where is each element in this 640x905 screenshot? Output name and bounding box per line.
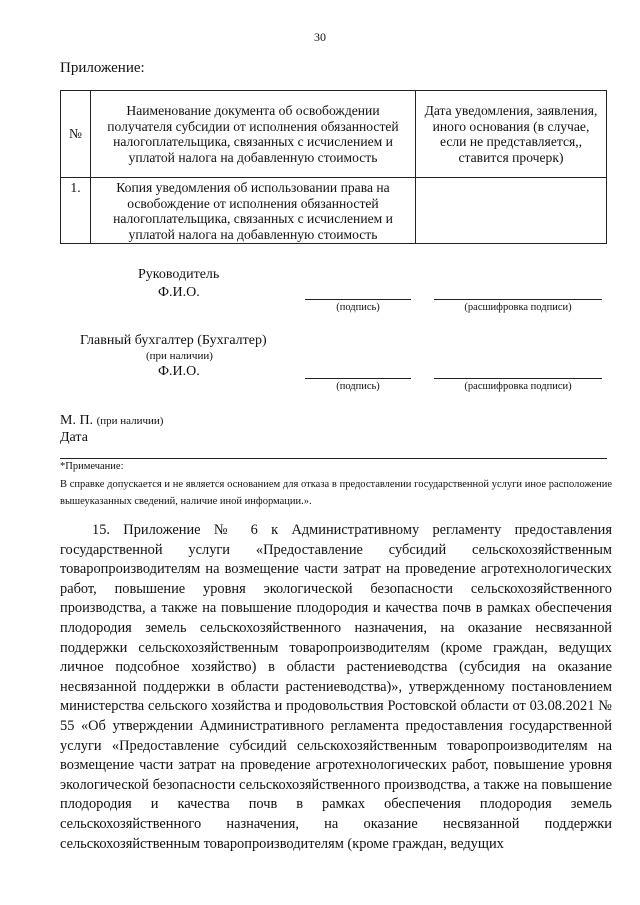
- header-notification-date: Дата уведомления, заявления, иного основания (в случае, если не представляется,, ставится прочерк): [416, 91, 607, 178]
- row-number: 1.: [61, 178, 91, 244]
- row-document-name: Копия уведомления об использовании права на освобождение от исполнения обязанностей налогоплательщика, связанных с исчислением и уплатой налога на добавленную стоимость: [91, 178, 416, 244]
- stamp-line: [60, 413, 163, 429]
- head-title: Руководитель: [138, 267, 220, 282]
- accountant-decoding-line: [434, 378, 602, 379]
- accountant-signature-line: [305, 378, 411, 379]
- footnote-text: В справке допускается и не является основанием для отказа в предоставлении государственной услуги иное расположение вышеуказанных сведений, наличие иной информации.».: [60, 479, 612, 507]
- header-number: №: [61, 91, 91, 178]
- page-number: 30: [314, 30, 326, 44]
- date-label: Дата: [60, 430, 88, 445]
- head-fio: Ф.И.О.: [158, 285, 200, 300]
- body-paragraph: 15. Приложение № 6 к Административному регламенту предоставления государственной услуги «Предоставление субсидий сельскохозяйственным товаропроизводителям на возмещение части затрат на проведение агротехнологических работ, повышение уровня экологической безопасности сельскохозяйственного производства, а также на повышение плодородия и качества почв в рамках обеспечения плодородия земель сельскохозяйственного назначения, на оказание несвязанной поддержки сельскохозяйственным товаропроизводителям (кроме граждан, ведущих личное подсобное хозяйство) в области растениеводства (субсидия на оказание несвязанной поддержки в области растениеводства)», утвержденному постановлением министерства сельского хозяйства и продовольствия Ростовской области от 03.08.2021 № 55 «Об утверждении Административного регламента предоставления государственной услуги «Предоставление субсидий сельскохозяйственным товаропроизводителям на возмещение части затрат на проведение агротехнологических работ, повышение уровня экологической безопасности сельскохозяйственного производства, а также на повышение плодородия и качества почв в рамках обеспечения плодородия земель сельскохозяйственного назначения, на оказание несвязанной поддержки сельскохозяйственным товаропроизводителям (кроме граждан, ведущих: [60, 522, 612, 852]
- stamp-label: М. П.: [60, 413, 94, 428]
- accountant-decoding-caption: (расшифровка подписи): [464, 381, 572, 392]
- head-signature-line: [305, 299, 411, 300]
- head-signature-caption: (подпись): [336, 302, 380, 313]
- accountant-fio: Ф.И.О.: [158, 364, 200, 379]
- attachment-table: [60, 90, 607, 244]
- head-decoding-caption: (расшифровка подписи): [464, 302, 572, 313]
- accountant-signature-caption: (подпись): [336, 381, 380, 392]
- accountant-title: Главный бухгалтер (Бухгалтер): [80, 333, 267, 348]
- footnote-title: *Примечание:: [60, 461, 124, 472]
- row-notification-date: [416, 178, 607, 244]
- table-header-row: [61, 91, 607, 178]
- attachment-heading: Приложение:: [60, 60, 145, 76]
- footnote-divider: [60, 458, 607, 459]
- header-document-name: Наименование документа об освобождении получателя субсидии от исполнения обязанностей налогоплательщика, связанных с исчислением и уплатой налога на добавленную стоимость: [91, 91, 416, 178]
- accountant-note: (при наличии): [146, 350, 213, 362]
- head-decoding-line: [434, 299, 602, 300]
- stamp-note: (при наличии): [96, 415, 164, 427]
- table-row: [61, 178, 607, 244]
